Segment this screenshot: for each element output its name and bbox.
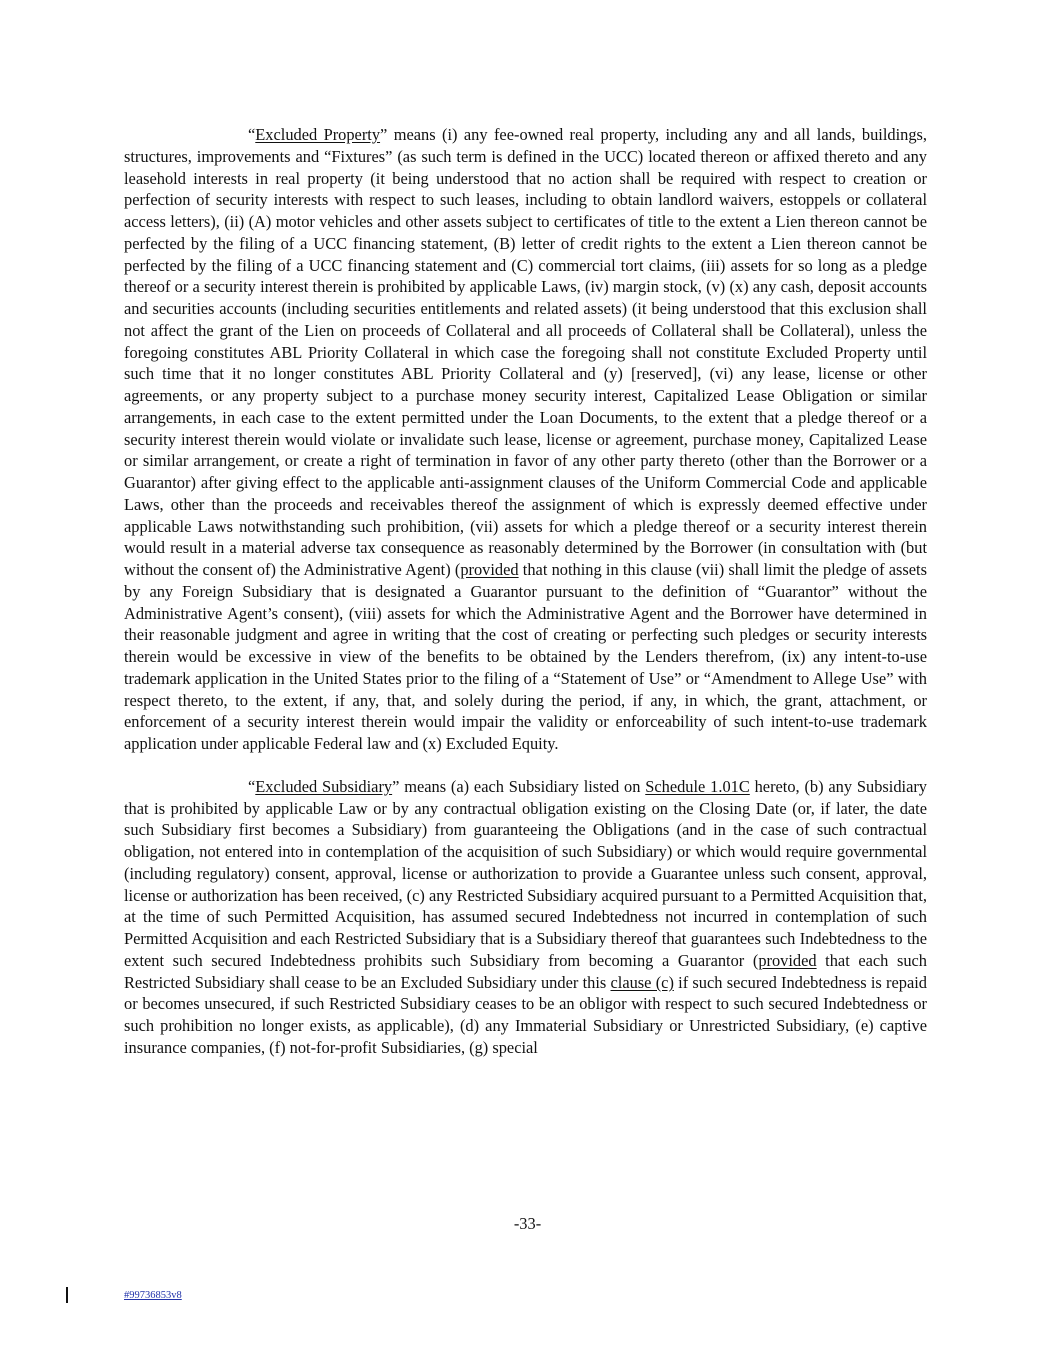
open-quote: “ — [248, 776, 256, 796]
defined-term: Excluded Property — [255, 125, 381, 144]
emphasis-provided: provided — [758, 950, 817, 970]
defined-term: Excluded Subsidiary — [255, 776, 393, 796]
open-quote: “ — [248, 125, 256, 144]
definition-text: hereto, (b) any Subsidiary that is prohibited by applicable Law or by any contractual obligation existing on the Closing Date (or, if later, the date such Subsidiary first becomes a Subsidiary) from guaranteeing the Obligations (and in the case of such contractual obligation, not entered into in contemplation of the acquisition of such Subsidiary) or which would require governmental (including regulatory) consent, approval, license or authorization to provide a Guarantee unless such consent, approval, license or authorization has been received, (c) any Restricted Subsidiary acquired pursuant to a Permitted Acquisition that, at the time of such Permitted Acquisition, has assumed secured Indebtedness not incurred in contemplation of such Permitted Acquisition and each Restricted Subsidiary that is a Subsidiary thereof that guarantees such Indebtedness to the extent such secured Indebtedness prohibits such Subsidiary from becoming a Guarantor ( — [124, 776, 928, 970]
document-body — [124, 124, 927, 1059]
clause-reference: clause (c) — [610, 972, 674, 992]
definition-excluded-subsidiary — [124, 776, 927, 1059]
definition-text: that each such Restricted Subsidiary shall cease to be an Excluded Subsidiary under this — [124, 950, 928, 992]
page-number: -33- — [513, 1214, 542, 1233]
revision-margin-bar — [66, 1287, 68, 1303]
document-id-link[interactable]: #99736853v8 — [124, 1290, 182, 1301]
definition-text: ” means (i) any fee-owned real property, including any and all lands, buildings, structures, improvements and “Fixtures” (as such term is defined in the UCC) located thereon or affixed thereto and any leasehold interests in real property (it being understood that no action shall be required with respect to creation or perfection of security interests with respect to such leases, including to obtain landlord waivers, estoppels or collateral access letters), (ii) (A) motor vehicles and other assets subject to certificates of title to the extent a Lien thereon cannot be perfected by the filing of a UCC financing statement, (B) letter of credit rights to the extent a Lien thereon cannot be perfected by the filing of a UCC financing statement and (C) commercial tort claims, (iii) assets for so long as a pledge thereof or a security interest therein is prohibited by applicable Laws, (iv) margin stock, (v) (x) any cash, deposit accounts and securities accounts (including securities entitlements and related assets) (it being understood that this exclusion shall not affect the grant of the Lien on proceeds of Collateral and all proceeds of Collateral shall be Collateral), unless the foregoing constitutes ABL Priority Collateral in which case the foregoing shall not constitute Excluded Property until such time that it no longer constitutes ABL Priority Collateral and (y) [reserved], (vi) any lease, license or other agreements, or any property subject to a purchase money security interest, Capitalized Lease Obligation or similar arrangements, in each case to the extent permitted under the Loan Documents, to the extent that a pledge thereof or a security interest therein would violate or invalidate such lease, license or agreement, purchase money, Capitalized Lease or similar arrangement, or create a right of termination in favor of any other party thereto (other than the Borrower or a Guarantor) after giving effect to the applicable anti-assignment clauses of the Uniform Commercial Code and applicable Laws, other than the proceeds and receivables thereof the assignment of which is expressly deemed effective under applicable Laws notwithstanding such prohibition, (vii) assets for which a pledge thereof or a security interest therein would result in a material adverse tax consequence as reasonably determined by the Borrower (in consultation with (but without the consent of) the Administrative Agent) ( — [124, 125, 927, 579]
definition-text: that nothing in this clause (vii) shall limit the pledge of assets by any Foreign Subsidiary that is designated a Guarantor pursuant to the definition of “Guarantor” without the Administrative Agent’s consent), (viii) assets for which the Administrative Agent and the Borrower have determined in their reasonable judgment and agree in writing that the cost of creating or perfecting such pledges or security interests therein would be excessive in view of the benefits to be obtained by the Lenders therefrom, (ix) any intent-to-use trademark application in the United States prior to the filing of a “Statement of Use” or “Amendment to Allege Use” with respect thereto, to the extent, if any, that, and solely during the period, if any, in which, the grant, attachment, or enforcement of a security interest therein would impair the validity or enforceability of such intent-to-use trademark application under applicable Federal law and (x) Excluded Equity. — [124, 560, 927, 753]
definition-text: ” means (a) each Subsidiary listed on — [392, 776, 646, 796]
schedule-reference: Schedule 1.01C — [645, 776, 750, 796]
definition-text: if such secured Indebtedness is repaid or becomes unsecured, if such Restricted Subsidiary ceases to be an obligor with respect to such secured Indebtedness or such prohibition no longer exists, as applicable), (d) any Immaterial Subsidiary or Unrestricted Subsidiary, (e) captive insurance companies, (f) not-for-profit Subsidiaries, (g) special — [124, 972, 927, 1057]
emphasis-provided: provided — [460, 560, 519, 579]
definition-excluded-property — [124, 124, 927, 755]
